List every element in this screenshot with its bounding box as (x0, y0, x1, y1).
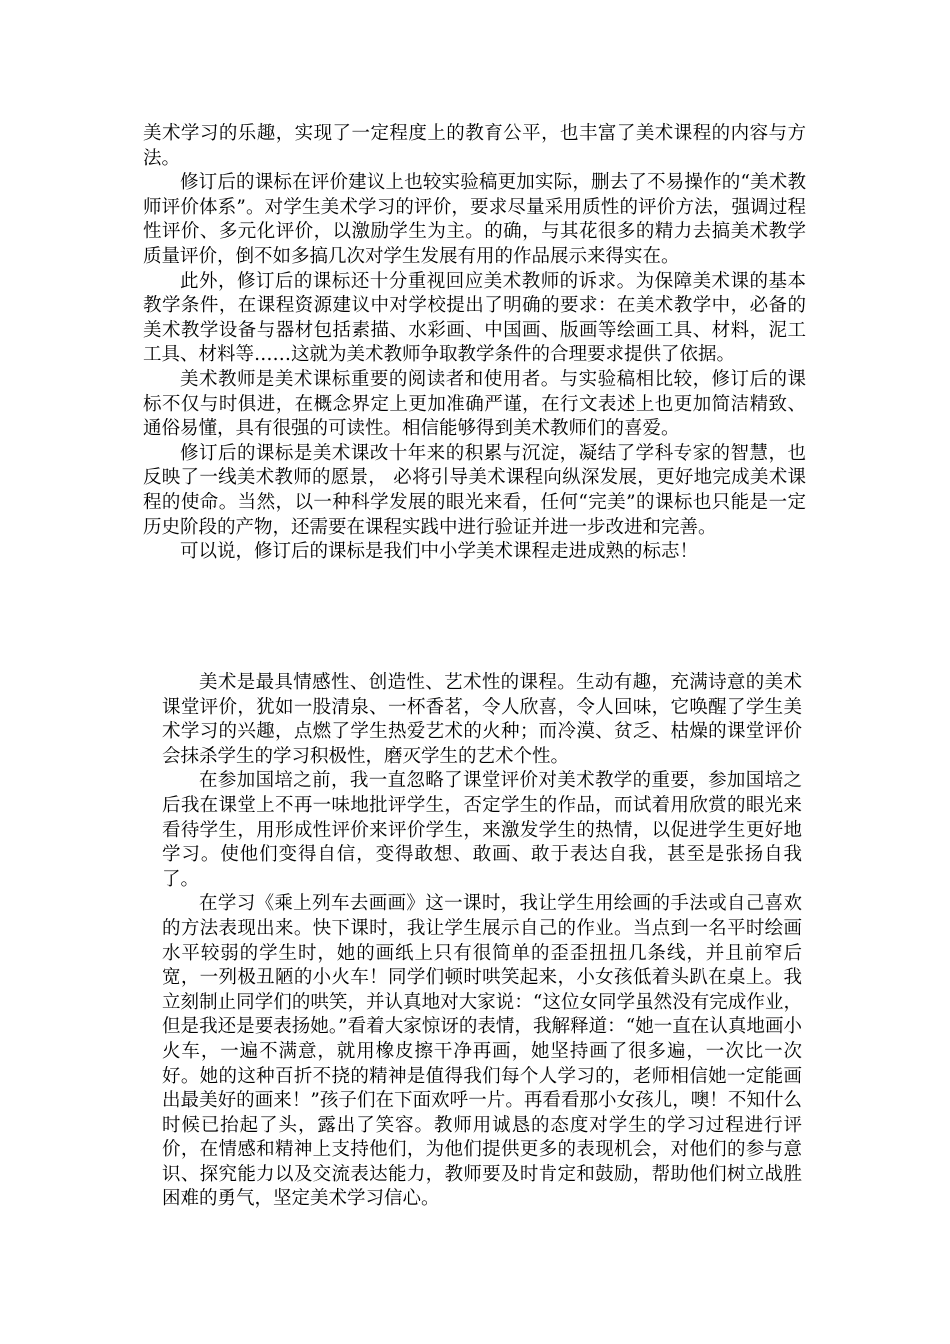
paragraph: 可以说，修订后的课标是我们中小学美术课程走进成熟的标志！ (180, 541, 699, 563)
paragraph: 美术教师是美术课标重要的阅读者和使用者。与实验稿相比较，修订后的课标不仅与时俱进，在概念界定上更加准确严谨，在行文表述上也更加简洁精致、通俗易懂，具有很强的可读性。相信能够得到美术教师们的喜爱。 (143, 368, 806, 440)
text-section-1 (143, 122, 806, 565)
paragraph: 美术是最具情感性、创造性、艺术性的课程。生动有趣，充满诗意的美术课堂评价，犹如一股清泉、一杯香茗，令人欣喜，令人回味，它唤醒了学生美术学习的兴趣，点燃了学生热爱艺术的火种；而冷漠、贫乏、枯燥的课堂评价会抹杀学生的学习积极性，磨灭学生的艺术个性。 (162, 672, 802, 767)
text-section-2 (162, 671, 802, 1212)
paragraph: 在参加国培之前，我一直忽略了课堂评价对美术教学的重要，参加国培之后我在课堂上不再一味地批评学生，否定学生的作品，而试着用欣赏的眼光来看待学生，用形成性评价来评价学生，来激发学生的热情，以促进学生更好地学习。使他们变得自信，变得敢想、敢画、敢于表达自我，甚至是张扬自我了。 (162, 770, 802, 890)
paragraph: 此外，修订后的课标还十分重视回应美术教师的诉求。为保障美术课的基本教学条件，在课程资源建议中对学校提出了明确的要求：在美术教学中，必备的美术教学设备与器材包括素描、水彩画、中国画、版画等绘画工具、材料，泥工工具、材料等……这就为美术教师争取教学条件的合理要求提供了依据。 (143, 270, 806, 366)
paragraph: 修订后的课标是美术课改十年来的积累与沉淀，凝结了学科专家的智慧，也反映了一线美术教师的愿景， 必将引导美术课程向纵深发展，更好地完成美术课程的使命。当然，以一种科学发展的眼光来看，任何“完美”的课标也只能是一定历史阶段的产物，还需要在课程实践中进行验证并进一步改进和完善。 (143, 442, 806, 538)
paragraph: 美术学习的乐趣，实现了一定程度上的教育公平，也丰富了美术课程的内容与方法。 (143, 123, 806, 169)
paragraph: 在学习《乘上列车去画画》这一课时，我让学生用绘画的手法或自己喜欢的方法表现出来。快下课时，我让学生展示自己的作业。当点到一名平时绘画水平较弱的学生时，她的画纸上只有很简单的歪歪扭扭几条线，并且前窄后宽，一列极丑陋的小火车！同学们顿时哄笑起来，小女孩低着头趴在桌上。我立刻制止同学们的哄笑，并认真地对大家说：“这位女同学虽然没有完成作业，但是我还是要表扬她。”看着大家惊讶的表情，我解释道：“她一直在认真地画小火车，一遍不满意，就用橡皮擦干净再画，她坚持画了很多遍，一次比一次好。她的这种百折不挠的精神是值得我们每个人学习的，老师相信她一定能画出最美好的画来！”孩子们在下面欢呼一片。再看看那小女孩儿，噢！不知什么时候已抬起了头，露出了笑容。教师用诚恳的态度对学生的学习过程进行评价，在情感和精神上支持他们，为他们提供更多的表现机会，对他们的参与意识、探究能力以及交流表达能力，教师要及时肯定和鼓励，帮助他们树立战胜困难的勇气，坚定美术学习信心。 (162, 893, 802, 1210)
paragraph: 修订后的课标在评价建议上也较实验稿更加实际，删去了不易操作的“美术教师评价体系”。对学生美术学习的评价，要求尽量采用质性的评价方法，强调过程性评价、多元化评价，以激励学生为主。的确，与其花很多的精力去搞美术教学质量评价，倒不如多搞几次对学生发展有用的作品展示来得实在。 (143, 172, 806, 267)
